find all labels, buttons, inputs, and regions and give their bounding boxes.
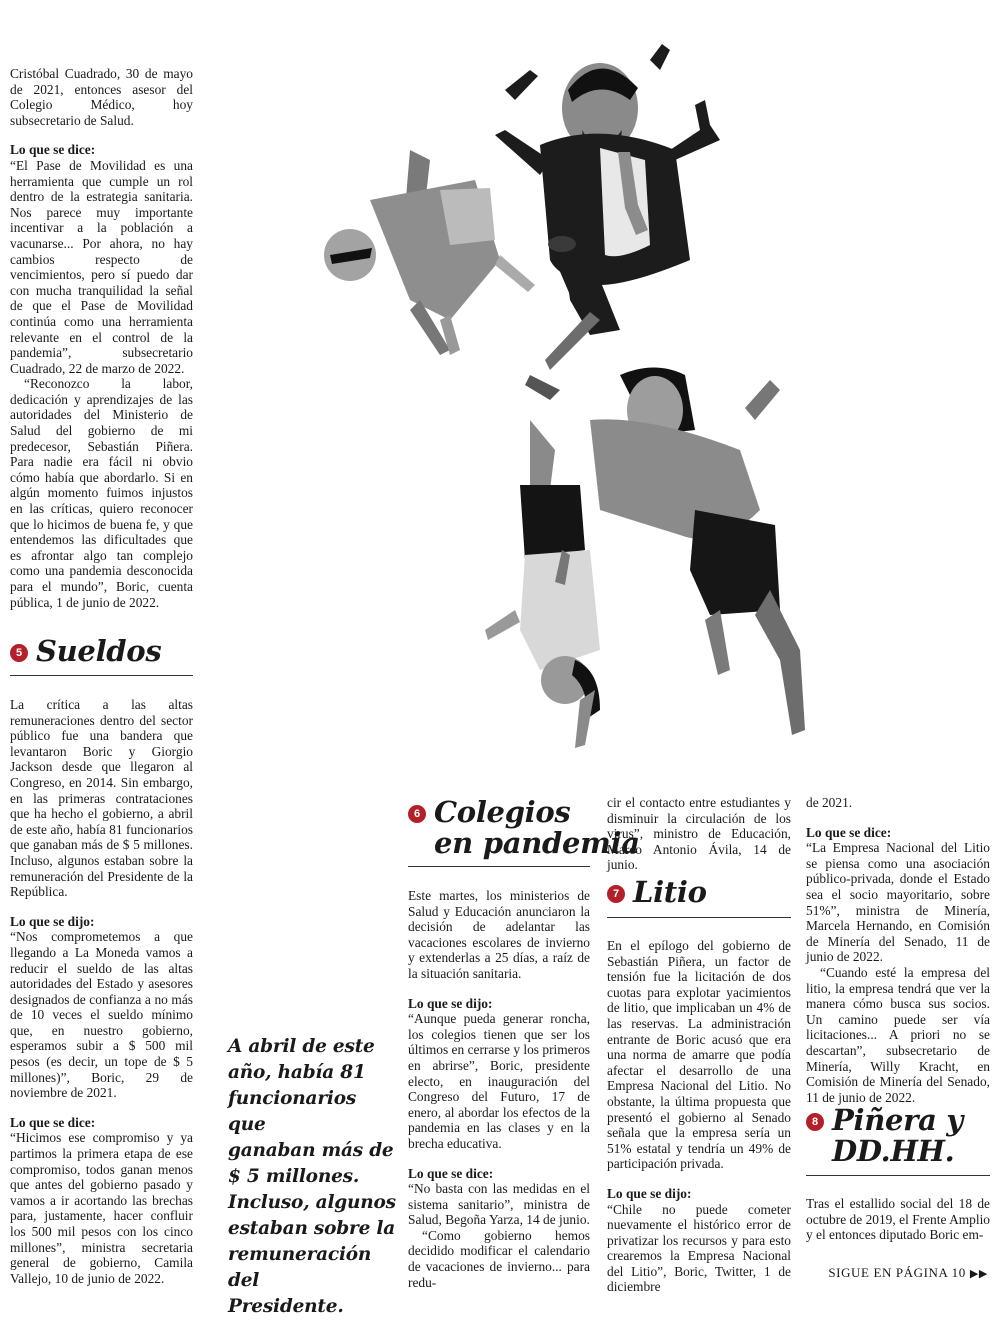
figure-woman-upside-down xyxy=(485,420,600,748)
section-title: Litio xyxy=(633,875,707,909)
section-header-litio xyxy=(607,877,707,908)
body-paragraph: “Como gobierno hemos decidido modificar el calendario de vacaciones de invierno... para redu- xyxy=(408,1227,590,1290)
body-paragraph: Cristóbal Cuadrado, 30 de mayo de 2021, entonces asesor del Colegio Médico, hoy subsecretario de Salud. xyxy=(10,66,193,128)
body-paragraph: “No basta con las medidas en el sistema sanitario”, ministra de Salud, Begoña Yarza, 14 de junio. xyxy=(408,1181,590,1228)
section-header-pinera-ddhh xyxy=(806,1105,963,1167)
continue-on-page[interactable] xyxy=(828,1265,988,1281)
body-paragraph: Este martes, los ministerios de Salud y Educación anunciaron la decisión de adelantar las vacaciones escolares de invierno y extenderlas a 25 días, a raíz de la situación sanitaria. xyxy=(408,888,590,981)
figure-man-glasses xyxy=(324,150,535,355)
lo-que-se-dice-label: Lo que se dice: xyxy=(806,824,892,840)
continue-label: SIGUE EN PÁGINA 10 xyxy=(828,1265,966,1280)
body-paragraph: “Hicimos ese compromiso y ya partimos la primera etapa de ese compromiso, todos ganan menos que antes del gobierno pasado y vamos a ir acortando las brechas para, justamente, hacer confluir los 500 mil pesos con los cinco millones”, ministra secretaria general de gobierno, Camila Vallejo, 10 de junio de 2022. xyxy=(10,1130,193,1286)
lo-que-se-dice-label: Lo que se dice: xyxy=(10,1114,96,1130)
body-paragraph: “Chile no puede cometer nuevamente el histórico error de privatizar los recursos y para esto crearemos la Empresa Nacional del Litio”, Boric, Twitter, 1 de diciembre xyxy=(607,1201,791,1295)
lo-que-se-dijo-label: Lo que se dijo: xyxy=(10,913,95,929)
double-arrow-icon: ▶▶ xyxy=(969,1268,988,1280)
body-paragraph: La crítica a las altas remuneraciones dentro del sector público fue una bandera que levantaron Boric y Giorgio Jackson desde que llegaron al Congreso, en 2014. Sin embargo, en las primeras contrataciones que ha hecho el gobierno, a abril de este año, había 81 funcionarios que ganaban más de $ 5 millones. Incluso, algunos estaban sobre la remuneración del Presidente de la República. xyxy=(10,697,193,900)
section-divider xyxy=(607,917,791,918)
section-divider xyxy=(806,1175,990,1176)
column-1-section-5 xyxy=(10,697,193,1286)
lo-que-se-dice-label: Lo que se dice: xyxy=(408,1165,494,1181)
section-number-badge: 5 xyxy=(10,644,28,662)
section-header-sueldos xyxy=(10,636,161,667)
section-title: Colegios en pandemia xyxy=(434,795,640,860)
lo-que-se-dice-label: Lo que se dice: xyxy=(10,142,96,158)
section-divider xyxy=(10,675,193,676)
column-5-section-8 xyxy=(806,1196,990,1243)
body-paragraph: de 2021. xyxy=(806,795,853,810)
lo-que-se-dijo-label: Lo que se dijo: xyxy=(408,995,493,1011)
body-paragraph: “Reconozco la labor, dedicación y aprendizajes de las autoridades del Ministerio de Salud del gobierno de mi predecesor, Sebastián Piñera. Para nadie era fácil ni obvio cómo había que abordarlo. Si en algún momento fuimos injustos en las críticas, quiero reconocer que lo hicimos de buena fe, y que entendemos las dificultades que es afrontar algo tan complejo como una pandemia desconocida para el mundo”, Boric, cuenta pública, 1 de junio de 2022. xyxy=(10,376,193,610)
section-title: Piñera y DD.HH. xyxy=(832,1103,963,1168)
section-header-colegios xyxy=(408,797,640,859)
body-paragraph: cir el contacto entre estudiantes y disminuir la circulación de los virus”, ministro de Educación, Marco Antonio Ávila, 14 de junio. xyxy=(607,795,791,873)
section-number-badge: 6 xyxy=(408,805,426,823)
column-4-continuation xyxy=(607,795,791,873)
column-5 xyxy=(806,795,990,1105)
body-paragraph: “La Empresa Nacional del Litio se piensa como una asociación público-privada, donde el Estado sea el socio mayoritario, sobre 51%”, ministra de Minería, Marcela Hernando, en Comisión de Minería del Senado, 11 de junio de 2022. xyxy=(806,840,990,965)
body-paragraph: En el epílogo del gobierno de Sebastián Piñera, un factor de tensión fue la licitación de dos cuotas para explotar yacimientos de litio, que implicaban un 4% de las reservas. La administración entrante de Boric acusó que era una norma de amarre que podía afectar el desarrollo de una Empresa Nacional del Litio. No obstante, la última propuesta que presentó el gobierno al Senado señala que la empresa sería un 51% estatal y tendría un 49% de participación privada. xyxy=(607,938,791,1172)
body-paragraph: “Aunque pueda generar roncha, los colegios tienen que ser los últimos en cerrarse y los primeros en abrirse”, Boric, presidente electo, en inauguración del Congreso del Futuro, 17 de enero, al abordar los efectos de la pandemia en las clases y en la brecha educativa. xyxy=(408,1011,590,1151)
body-paragraph: “El Pase de Movilidad es una herramienta que cumple un rol dentro de la estrategia sanitaria. Nos parece muy importante incentivar a la población a vacunarse... Por ahora, no hay cambios respecto de vencimientos, pero sí puedo dar con mucha tranquilidad la señal de que el Pase de Movilidad continúa como una herramienta relevante en el control de la pandemia”, subsecretario Cuadrado, 22 de marzo de 2022. xyxy=(10,157,193,376)
column-1 xyxy=(10,66,193,610)
section-number-badge: 7 xyxy=(607,885,625,903)
lo-que-se-dijo-label: Lo que se dijo: xyxy=(607,1185,692,1201)
section-divider xyxy=(408,866,590,867)
body-paragraph: Tras el estallido social del 18 de octubre de 2019, el Frente Amplio y el entonces diputado Boric em- xyxy=(806,1196,990,1243)
section-title: Sueldos xyxy=(36,634,162,668)
section-number-badge: 8 xyxy=(806,1113,824,1131)
figure-man-suit xyxy=(495,44,720,335)
falling-figures-illustration xyxy=(300,30,820,770)
body-paragraph: “Cuando esté la empresa del litio, la empresa tendrá que ver la manera cómo busca sus socios. Un camino puede ser vía licitaciones... A priori no se descartan”, subsecretario de Minería, Willy Kracht, en Comisión de Minería del Senado, 11 de junio de 2022. xyxy=(806,964,990,1105)
column-3 xyxy=(408,888,590,1290)
column-4 xyxy=(607,938,791,1295)
pull-quote: A abril de este año, había 81 funcionarios que ganaban más de $ 5 millones. Incluso, algunos estaban sobre la remuneración del Presidente. xyxy=(228,1036,396,1317)
body-paragraph: “Nos comprometemos a que llegando a La Moneda vamos a reducir el sueldo de las altas autoridades del Estado y asesores designados de confianza a no más de 10 veces el sueldo mínimo que, en nuestro gobierno, esperamos subir a $ 500 mil pesos (es decir, un tope de $ 5 millones)”, Boric, 29 de noviembre de 2021. xyxy=(10,929,193,1101)
